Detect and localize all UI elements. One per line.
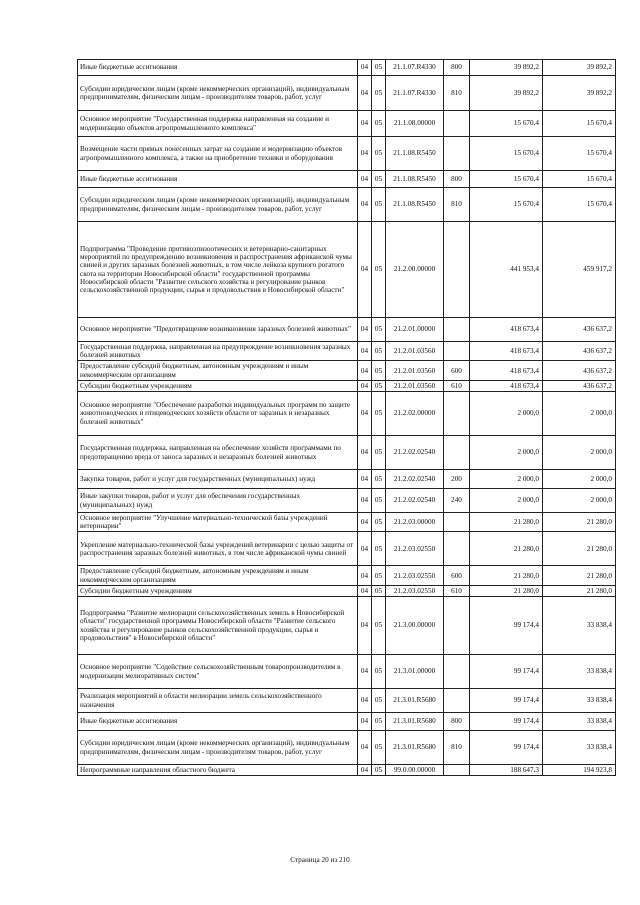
row-amount-year2-cell: 436 637,2 <box>543 342 616 361</box>
row-subsection-cell: 05 <box>372 513 386 532</box>
row-amount-year1-cell: 21 280,0 <box>470 513 543 532</box>
table-row <box>78 689 616 713</box>
row-target-article-cell: 21.2.03.00000 <box>386 513 444 532</box>
row-name-cell: Субсидии юридическим лицам (кроме некоммерческих организаций), индивидуальным предпринимателям, физическим лицам - производителям товаров, работ, услуг <box>78 188 358 222</box>
row-amount-year2-cell: 21 280,0 <box>543 532 616 566</box>
row-name-cell: Реализация мероприятий в области мелиорации земель сельскохозяйственного назначения <box>78 689 358 713</box>
row-amount-year1-cell: 2 000,0 <box>470 489 543 513</box>
table-row <box>78 111 616 137</box>
row-subsection-cell: 05 <box>372 342 386 361</box>
row-subsection-cell: 05 <box>372 489 386 513</box>
row-name-cell: Укрепление материально-технической базы учреждений ветеринарии с целью защиты от распространения заразных болезней животных, в том числе африканской чумы свиней <box>78 532 358 566</box>
row-amount-year1-cell: 99 174,4 <box>470 689 543 713</box>
row-target-article-cell: 21.1.08.R5450 <box>386 137 444 171</box>
row-ved-cell: 04 <box>358 392 372 436</box>
row-name-cell: Подпрограмма "Проведение противоэпизоотических и ветеринарно-санитарных мероприятий по предупреждению возникновения и распространения африканской чумы свиней и других заразных болезней животных, в том числе лейкоза крупного рогатого скота на территории Новосибирской области" государственной программы Новосибирской области "Развитие сельского хозяйства и регулирование рынков сельскохозяйственной продукции, сырья и продовольствия в Новосибирской области" <box>78 222 358 318</box>
row-amount-year1-cell: 15 670,4 <box>470 188 543 222</box>
row-amount-year1-cell: 15 670,4 <box>470 111 543 137</box>
row-expense-type-cell <box>444 436 470 470</box>
row-amount-year2-cell: 39 892,2 <box>543 60 616 76</box>
row-name-cell: Основное мероприятие "Содействие сельскохозяйственным товаропроизводителям в модернизации мелиоративных систем" <box>78 655 358 689</box>
table-row <box>78 171 616 188</box>
row-amount-year2-cell: 21 280,0 <box>543 585 616 596</box>
row-target-article-cell: 21.2.00.00000 <box>386 222 444 318</box>
row-ved-cell: 04 <box>358 731 372 765</box>
table-row <box>78 765 616 776</box>
row-subsection-cell: 05 <box>372 60 386 76</box>
row-expense-type-cell: 800 <box>444 60 470 76</box>
row-amount-year1-cell: 39 892,2 <box>470 60 543 76</box>
row-name-cell: Основное мероприятие "Улучшение материально-технической базы учреждений ветеринарии" <box>78 513 358 532</box>
row-expense-type-cell: 600 <box>444 566 470 585</box>
row-target-article-cell: 21.2.01.03560 <box>386 380 444 391</box>
row-target-article-cell: 21.2.02.02540 <box>386 436 444 470</box>
row-target-article-cell: 21.1.07.R4330 <box>386 60 444 76</box>
row-amount-year2-cell: 21 280,0 <box>543 566 616 585</box>
row-target-article-cell: 21.2.03.02550 <box>386 566 444 585</box>
row-name-cell: Предоставление субсидий бюджетным, автономным учреждениям и иным некоммерческим организациям <box>78 566 358 585</box>
row-ved-cell: 04 <box>358 188 372 222</box>
row-amount-year1-cell: 418 673,4 <box>470 361 543 380</box>
row-subsection-cell: 05 <box>372 76 386 111</box>
row-subsection-cell: 05 <box>372 111 386 137</box>
table-row <box>78 342 616 361</box>
row-subsection-cell: 05 <box>372 532 386 566</box>
row-subsection-cell: 05 <box>372 380 386 391</box>
row-name-cell: Основное мероприятие "Предотвращение возникновения заразных болезней животных" <box>78 318 358 342</box>
row-expense-type-cell <box>444 689 470 713</box>
row-name-cell: Субсидии бюджетным учреждениям <box>78 585 358 596</box>
row-amount-year2-cell: 33 838,4 <box>543 597 616 655</box>
table-row <box>78 392 616 436</box>
row-amount-year2-cell: 2 000,0 <box>543 470 616 489</box>
row-name-cell: Основное мероприятие "Государственная поддержка направленная на создание и модернизацию объектов агропромышленного комплекса" <box>78 111 358 137</box>
table-row <box>78 655 616 689</box>
row-amount-year2-cell: 436 637,2 <box>543 318 616 342</box>
row-target-article-cell: 21.3.00.00000 <box>386 597 444 655</box>
row-amount-year2-cell: 33 838,4 <box>543 655 616 689</box>
table-row <box>78 597 616 655</box>
row-amount-year2-cell: 15 670,4 <box>543 137 616 171</box>
row-ved-cell: 04 <box>358 566 372 585</box>
table-row <box>78 585 616 596</box>
row-name-cell: Закупка товаров, работ и услуг для государственных (муниципальных) нужд <box>78 470 358 489</box>
row-name-cell: Иные бюджетные ассигнования <box>78 60 358 76</box>
row-ved-cell: 04 <box>358 532 372 566</box>
row-subsection-cell: 05 <box>372 392 386 436</box>
row-expense-type-cell <box>444 222 470 318</box>
row-name-cell: Субсидии юридическим лицам (кроме некоммерческих организаций), индивидуальным предпринимателям, физическим лицам - производителям товаров, работ, услуг <box>78 731 358 765</box>
row-expense-type-cell: 240 <box>444 489 470 513</box>
row-amount-year1-cell: 39 892,2 <box>470 76 543 111</box>
row-expense-type-cell <box>444 597 470 655</box>
table-row <box>78 532 616 566</box>
row-amount-year2-cell: 21 280,0 <box>543 513 616 532</box>
row-subsection-cell: 05 <box>372 585 386 596</box>
row-target-article-cell: 21.1.07.R4330 <box>386 76 444 111</box>
row-amount-year1-cell: 99 174,4 <box>470 713 543 731</box>
table-row <box>78 513 616 532</box>
table-row <box>78 436 616 470</box>
table-row <box>78 222 616 318</box>
row-subsection-cell: 05 <box>372 436 386 470</box>
row-expense-type-cell <box>444 513 470 532</box>
row-expense-type-cell <box>444 137 470 171</box>
row-name-cell: Государственная поддержка, направленная на предупреждение возникновения заразных болезней животных <box>78 342 358 361</box>
row-target-article-cell: 21.2.01.00000 <box>386 318 444 342</box>
row-subsection-cell: 05 <box>372 597 386 655</box>
row-target-article-cell: 21.3.01.00000 <box>386 655 444 689</box>
row-target-article-cell: 21.1.08.R5450 <box>386 188 444 222</box>
row-amount-year1-cell: 99 174,4 <box>470 597 543 655</box>
row-ved-cell: 04 <box>358 361 372 380</box>
row-name-cell: Непрограммные направления областного бюджета <box>78 765 358 776</box>
row-expense-type-cell: 810 <box>444 76 470 111</box>
row-subsection-cell: 05 <box>372 470 386 489</box>
row-name-cell: Субсидии бюджетным учреждениям <box>78 380 358 391</box>
row-ved-cell: 04 <box>358 585 372 596</box>
row-name-cell: Возмещение части прямых понесенных затрат на создание и модернизацию объектов агропромышленного комплекса, а также на приобретение техники и оборудования <box>78 137 358 171</box>
row-expense-type-cell <box>444 342 470 361</box>
row-amount-year2-cell: 33 838,4 <box>543 689 616 713</box>
row-ved-cell: 04 <box>358 76 372 111</box>
row-subsection-cell: 05 <box>372 188 386 222</box>
row-subsection-cell: 05 <box>372 655 386 689</box>
table-row <box>78 318 616 342</box>
row-target-article-cell: 21.2.03.02550 <box>386 532 444 566</box>
row-name-cell: Субсидии юридическим лицам (кроме некоммерческих организаций), индивидуальным предпринимателям, физическим лицам - производителям товаров, работ, услуг <box>78 76 358 111</box>
row-ved-cell: 04 <box>358 513 372 532</box>
row-amount-year2-cell: 33 838,4 <box>543 713 616 731</box>
table-row <box>78 470 616 489</box>
table-row <box>78 731 616 765</box>
row-amount-year2-cell: 436 637,2 <box>543 361 616 380</box>
row-amount-year1-cell: 21 280,0 <box>470 585 543 596</box>
row-expense-type-cell: 600 <box>444 361 470 380</box>
table-row <box>78 489 616 513</box>
table-row <box>78 566 616 585</box>
row-target-article-cell: 21.2.01.03560 <box>386 361 444 380</box>
row-amount-year2-cell: 39 892,2 <box>543 76 616 111</box>
row-ved-cell: 04 <box>358 765 372 776</box>
row-subsection-cell: 05 <box>372 731 386 765</box>
row-ved-cell: 04 <box>358 597 372 655</box>
row-ved-cell: 04 <box>358 342 372 361</box>
row-target-article-cell: 21.3.01.R5680 <box>386 731 444 765</box>
row-subsection-cell: 05 <box>372 689 386 713</box>
table-row <box>78 188 616 222</box>
row-ved-cell: 04 <box>358 380 372 391</box>
row-target-article-cell: 21.3.01.R5680 <box>386 689 444 713</box>
row-ved-cell: 04 <box>358 470 372 489</box>
row-amount-year2-cell: 2 000,0 <box>543 489 616 513</box>
row-expense-type-cell <box>444 532 470 566</box>
row-name-cell: Подпрограмма "Развитие мелиорации сельскохозяйственных земель в Новосибирской области" государственной программы Новосибирской области "Развитие сельского хозяйства и регулирование рынков сельскохозяйственной продукции, сырья и продовольствия" в Новосибирской области" <box>78 597 358 655</box>
row-subsection-cell: 05 <box>372 222 386 318</box>
row-subsection-cell: 05 <box>372 171 386 188</box>
row-expense-type-cell <box>444 655 470 689</box>
row-amount-year1-cell: 99 174,4 <box>470 731 543 765</box>
row-ved-cell: 04 <box>358 436 372 470</box>
row-amount-year1-cell: 15 670,4 <box>470 137 543 171</box>
row-ved-cell: 04 <box>358 111 372 137</box>
row-expense-type-cell: 810 <box>444 731 470 765</box>
table-row <box>78 76 616 111</box>
budget-table <box>77 59 616 776</box>
row-ved-cell: 04 <box>358 137 372 171</box>
row-ved-cell: 04 <box>358 318 372 342</box>
row-expense-type-cell <box>444 392 470 436</box>
row-expense-type-cell: 610 <box>444 585 470 596</box>
row-ved-cell: 04 <box>358 60 372 76</box>
row-target-article-cell: 21.3.01.R5680 <box>386 713 444 731</box>
row-expense-type-cell: 800 <box>444 171 470 188</box>
row-name-cell: Предоставление субсидий бюджетным, автономным учреждениям и иным некоммерческим организациям <box>78 361 358 380</box>
row-name-cell: Основное мероприятие "Обеспечение разработки индивидуальных программ по защите животноводческих и птицеводческих хозяйств области от заразных и незаразных болезней животных" <box>78 392 358 436</box>
row-amount-year2-cell: 15 670,4 <box>543 111 616 137</box>
row-ved-cell: 04 <box>358 489 372 513</box>
row-target-article-cell: 21.2.02.02540 <box>386 470 444 489</box>
row-amount-year2-cell: 194 923,8 <box>543 765 616 776</box>
row-target-article-cell: 21.1.08.00000 <box>386 111 444 137</box>
table-row <box>78 380 616 391</box>
row-name-cell: Иные закупки товаров, работ и услуг для обеспечения государственных (муниципальных) нужд <box>78 489 358 513</box>
row-target-article-cell: 21.2.03.02550 <box>386 585 444 596</box>
row-subsection-cell: 05 <box>372 137 386 171</box>
table-row <box>78 60 616 76</box>
row-expense-type-cell <box>444 111 470 137</box>
row-target-article-cell: 21.1.08.R5450 <box>386 171 444 188</box>
page-footer: Страница 20 из 210 <box>290 856 350 864</box>
row-amount-year1-cell: 418 673,4 <box>470 380 543 391</box>
row-amount-year1-cell: 418 673,4 <box>470 342 543 361</box>
row-subsection-cell: 05 <box>372 318 386 342</box>
row-ved-cell: 04 <box>358 689 372 713</box>
row-expense-type-cell: 800 <box>444 713 470 731</box>
row-amount-year2-cell: 15 670,4 <box>543 188 616 222</box>
row-subsection-cell: 05 <box>372 713 386 731</box>
row-ved-cell: 04 <box>358 655 372 689</box>
row-amount-year1-cell: 21 280,0 <box>470 566 543 585</box>
row-amount-year1-cell: 418 673,4 <box>470 318 543 342</box>
row-target-article-cell: 21.2.01.03560 <box>386 342 444 361</box>
row-target-article-cell: 21.2.02.00000 <box>386 392 444 436</box>
row-amount-year1-cell: 2 000,0 <box>470 392 543 436</box>
row-name-cell: Иные бюджетные ассигнования <box>78 171 358 188</box>
row-subsection-cell: 05 <box>372 566 386 585</box>
row-amount-year2-cell: 2 000,0 <box>543 436 616 470</box>
row-expense-type-cell: 200 <box>444 470 470 489</box>
row-amount-year1-cell: 2 000,0 <box>470 436 543 470</box>
row-amount-year1-cell: 441 953,4 <box>470 222 543 318</box>
row-subsection-cell: 05 <box>372 361 386 380</box>
row-amount-year1-cell: 188 647,3 <box>470 765 543 776</box>
row-amount-year1-cell: 15 670,4 <box>470 171 543 188</box>
row-amount-year2-cell: 436 637,2 <box>543 380 616 391</box>
row-amount-year1-cell: 21 280,0 <box>470 532 543 566</box>
row-expense-type-cell <box>444 318 470 342</box>
row-name-cell: Государственная поддержка, направленная на обеспечение хозяйств программами по предотвращению вреда от заноса заразных и незаразных болезней животных <box>78 436 358 470</box>
row-ved-cell: 04 <box>358 713 372 731</box>
row-expense-type-cell <box>444 765 470 776</box>
row-ved-cell: 04 <box>358 171 372 188</box>
row-target-article-cell: 21.2.02.02540 <box>386 489 444 513</box>
table-row <box>78 713 616 731</box>
row-amount-year2-cell: 33 838,4 <box>543 731 616 765</box>
row-expense-type-cell: 610 <box>444 380 470 391</box>
row-amount-year1-cell: 99 174,4 <box>470 655 543 689</box>
row-ved-cell: 04 <box>358 222 372 318</box>
row-target-article-cell: 99.0.00.00000 <box>386 765 444 776</box>
table-row <box>78 137 616 171</box>
table-row <box>78 361 616 380</box>
row-amount-year1-cell: 2 000,0 <box>470 470 543 489</box>
row-amount-year2-cell: 15 670,4 <box>543 171 616 188</box>
row-amount-year2-cell: 459 917,2 <box>543 222 616 318</box>
row-amount-year2-cell: 2 000,0 <box>543 392 616 436</box>
row-expense-type-cell: 810 <box>444 188 470 222</box>
row-subsection-cell: 05 <box>372 765 386 776</box>
row-name-cell: Иные бюджетные ассигнования <box>78 713 358 731</box>
